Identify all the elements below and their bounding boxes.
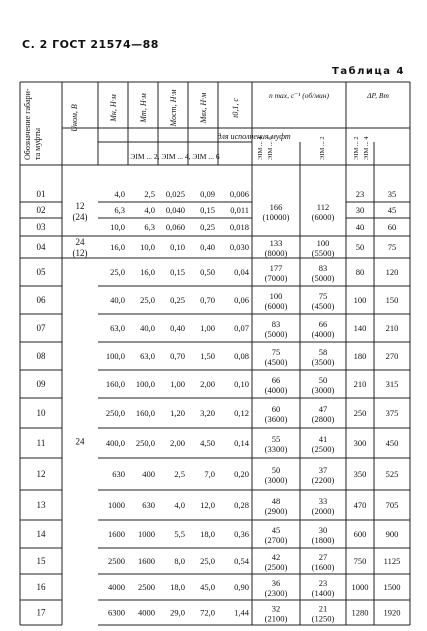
voltage-value: 12 [75,201,85,211]
row-value: 100,0 [135,379,155,389]
exec-n1: ЭІМ ... 4 [257,136,264,160]
n-value: 60 [271,404,281,414]
n-value: (1400) [311,588,335,598]
n-value: (7000) [264,273,288,283]
row-value: 16,0 [110,242,125,252]
row-value: 0,09 [200,189,215,199]
n-value: (5000) [264,329,288,339]
row-designation: 11 [36,438,46,448]
n-value: 133 [269,238,283,248]
row-value: 250,0 [105,408,125,418]
row-power2: 1920 [383,607,401,618]
row-designation: 12 [36,469,46,479]
row-value: 0,006 [229,189,249,199]
n-value: (1600) [311,562,335,572]
row-power2: 210 [385,323,399,333]
row-value: 0,40 [170,323,185,333]
row-value: 6300 [108,607,125,618]
row-value: 2500 [108,556,125,566]
row-designation: 02 [36,205,46,215]
param-header-m1: Mн, Н·м [109,94,118,122]
row-power1: 600 [353,529,367,539]
row-value: 0,20 [234,469,249,479]
n-value: 41 [318,434,328,444]
n-value: 45 [271,525,281,535]
row-power2: 45 [387,205,397,215]
row-value: 25,0 [110,267,125,277]
row-power1: 210 [353,379,367,389]
voltage-value: (24) [72,212,88,222]
row-power1: 40 [355,222,365,232]
n-value: (2100) [264,613,288,624]
param-header-m2: Mт, Н·м [139,93,148,123]
row-value: 0,04 [234,267,249,277]
n-value: (5500) [311,248,335,258]
power-header: ΔP, Вт [367,91,389,100]
row-value: 100,0 [105,351,125,361]
row-value: 16,0 [140,267,155,277]
row-value: 6,3 [144,222,155,232]
row-value: 1,50 [200,351,215,361]
row-value: 0,28 [234,500,249,510]
row-power2: 150 [385,295,399,305]
row-value: 0,10 [234,379,249,389]
row-value: 63,0 [110,323,125,333]
n-value: 37 [318,465,328,475]
row-value: 0,10 [170,242,185,252]
row-value: 25,0 [140,295,155,305]
row-designation: 10 [36,408,46,418]
n-value: 47 [318,404,328,414]
row-power2: 60 [387,222,397,232]
n-value: 21 [318,603,328,614]
n-value: (6000) [311,212,335,222]
row-value: 630 [142,500,155,510]
row-value: 250,0 [135,438,155,448]
row-value: 400,0 [105,438,125,448]
row-power1: 80 [355,267,365,277]
n-value: 75 [318,291,328,301]
n-value: 50 [271,465,281,475]
row-value: 72,0 [200,607,215,618]
row-value: 1000 [108,500,125,510]
row-value: 400 [142,469,155,479]
row-value: 0,70 [200,295,215,305]
n-value: 83 [271,319,281,329]
row-value: 0,90 [234,582,249,592]
row-value: 0,025 [165,189,185,199]
n-value: 177 [269,263,283,273]
row-value: 4,50 [200,438,215,448]
row-value: 0,50 [200,267,215,277]
row-value: 29,0 [170,607,185,618]
row-power2: 315 [385,379,399,389]
row-designation: 05 [36,267,46,277]
row-power1: 350 [353,469,367,479]
n-value: (2300) [264,588,288,598]
n-value: (8000) [264,248,288,258]
row-value: 1600 [108,529,125,539]
param-header-m3: Mост, Н·м [169,89,178,127]
n-value: 50 [318,375,328,385]
row-value: 5,5 [174,529,185,539]
row-value: 0,40 [200,242,215,252]
exec-header: для исполнения муфт [217,132,291,141]
row-power1: 750 [353,556,367,566]
row-value: 10,0 [140,242,155,252]
row-value: 1,00 [200,323,215,333]
n-value: (3000) [311,385,335,395]
row-power2: 450 [385,438,399,448]
row-value: 1,20 [170,408,185,418]
row-designation: 08 [36,351,46,361]
row-value: 2,5 [144,189,155,199]
row-value: 0,54 [234,556,249,566]
row-designation: 14 [36,529,46,539]
voltage-value: 24 [75,436,85,447]
n-value: 66 [271,375,281,385]
row-value: 0,25 [200,222,215,232]
row-value: 160,0 [135,408,155,418]
n-value: (2500) [311,444,335,454]
row-designation: 15 [36,556,46,566]
n-value: (1800) [311,535,335,545]
row-value: 0,36 [234,529,249,539]
row-designation: 07 [36,323,46,333]
row-value: 4000 [138,607,155,618]
row-value: 4,0 [114,189,125,199]
row-designation: 13 [36,500,46,510]
row-value: 12,0 [200,500,215,510]
n-value: 30 [318,525,328,535]
n-value: 100 [316,238,330,248]
row-value: 1600 [138,556,155,566]
row-power2: 900 [385,529,399,539]
exec-n3: ЭІМ ... 2 [319,136,326,160]
n-value: (4500) [311,301,335,311]
n-value: (2900) [264,506,288,516]
designation-header: Обозначение габари- [23,88,32,160]
row-power1: 470 [353,500,367,510]
row-value: 7,0 [204,469,215,479]
n-value: 48 [271,496,281,506]
row-value: 3,20 [200,408,215,418]
page-header: С. 2 ГОСТ 21574—88 [22,38,159,51]
n-value: 58 [318,347,328,357]
row-value: 1,00 [170,379,185,389]
n-value: 27 [318,552,328,562]
row-value: 25,0 [200,556,215,566]
n-value: (2700) [264,535,288,545]
row-power1: 1000 [351,582,369,592]
n-value: 55 [271,434,281,444]
row-value: 10,0 [110,222,125,232]
row-value: 1,44 [234,607,249,618]
n-value: 66 [318,319,328,329]
row-power2: 35 [387,189,397,199]
row-designation: 06 [36,295,46,305]
row-value: 0,06 [234,295,249,305]
row-value: 0,060 [165,222,185,232]
n-value: (2800) [311,414,335,424]
row-designation: 16 [36,582,46,592]
row-power1: 1280 [351,607,369,618]
n-value: (3000) [264,475,288,485]
row-value: 0,15 [200,205,215,215]
row-power2: 120 [385,267,399,277]
n-value: 112 [316,202,330,212]
n-value: (4000) [264,385,288,395]
n-value: (3500) [311,357,335,367]
param-header-t: t0,1, с [231,98,240,118]
row-power1: 140 [353,323,367,333]
row-value: 0,08 [234,351,249,361]
row-value: 6,3 [114,205,125,215]
row-value: 1000 [138,529,155,539]
row-value: 2,5 [174,469,185,479]
n-value: (3600) [264,414,288,424]
n-value: (2500) [264,562,288,572]
row-designation: 04 [36,242,46,252]
n-value: 83 [318,263,328,273]
row-power1: 250 [353,408,367,418]
row-power2: 705 [385,500,399,510]
exec-p2: ЭІМ ... 4 [363,136,370,160]
row-value: 160,0 [105,379,125,389]
n-value: (6000) [264,301,288,311]
row-value: 0,011 [230,205,249,215]
table-label: Таблица 4 [332,66,405,77]
row-value: 2,00 [170,438,185,448]
row-value: 0,12 [234,408,249,418]
exec-n2: ЭІМ ... 6 [267,136,274,160]
row-value: 0,040 [165,205,185,215]
n-value: 42 [271,552,281,562]
row-power2: 525 [385,469,399,479]
n-value: (10000) [262,212,290,222]
voltage-value: 24 [75,237,85,247]
row-value: 0,70 [170,351,185,361]
row-value: 18,0 [200,529,215,539]
row-value: 40,0 [140,323,155,333]
voltage-value: (12) [72,248,88,258]
row-value: 45,0 [200,582,215,592]
row-value: 0,030 [229,242,249,252]
row-power1: 30 [355,205,365,215]
row-value: 4,0 [174,500,185,510]
n-value: (2200) [311,475,335,485]
designation-header: та муфты [33,127,42,160]
row-power1: 50 [355,242,365,252]
exec-p1: ЭІМ ... 2 [353,136,360,160]
row-designation: 01 [36,189,46,199]
exec-group1: ЭІМ ... 2, ЭІМ ... 4, ЭІМ ... 6 [130,152,220,161]
row-value: 2,00 [200,379,215,389]
row-value: 8,0 [174,556,185,566]
row-power2: 1125 [383,556,401,566]
n-value: (1250) [311,613,335,624]
n-value: 32 [271,603,281,614]
row-value: 0,14 [234,438,249,448]
n-value: 33 [318,496,328,506]
row-power2: 75 [387,242,397,252]
n-value: 36 [271,578,281,588]
n-value: (3300) [264,444,288,454]
row-power2: 270 [385,351,399,361]
row-designation: 03 [36,222,46,232]
row-value: 0,25 [170,295,185,305]
row-value: 4000 [108,582,125,592]
row-power1: 100 [353,295,367,305]
param-header-m4: Mвх, Н·м [199,92,208,124]
row-value: 4,0 [144,205,155,215]
row-value: 40,0 [110,295,125,305]
row-value: 0,07 [234,323,249,333]
n-value: (5000) [311,273,335,283]
row-value: 63,0 [140,351,155,361]
n-value: 75 [271,347,281,357]
n-value: (4500) [264,357,288,367]
row-power2: 1500 [383,582,401,592]
row-value: 0,018 [229,222,249,232]
row-power1: 300 [353,438,367,448]
row-power2: 375 [385,408,399,418]
n-value: 166 [269,202,283,212]
row-power1: 23 [355,189,365,199]
n-value: (2000) [311,506,335,516]
row-designation: 17 [36,607,46,618]
n-value: (4000) [311,329,335,339]
row-value: 2500 [138,582,155,592]
n-value: 23 [318,578,328,588]
row-value: 630 [112,469,125,479]
nmax-header: n max, с⁻¹ (об/мин) [268,91,330,100]
n-value: 100 [269,291,283,301]
row-designation: 09 [36,379,46,389]
voltage-header: Uном, В [70,104,79,132]
row-value: 18,0 [170,582,185,592]
row-value: 0,15 [170,267,185,277]
row-power1: 180 [353,351,367,361]
